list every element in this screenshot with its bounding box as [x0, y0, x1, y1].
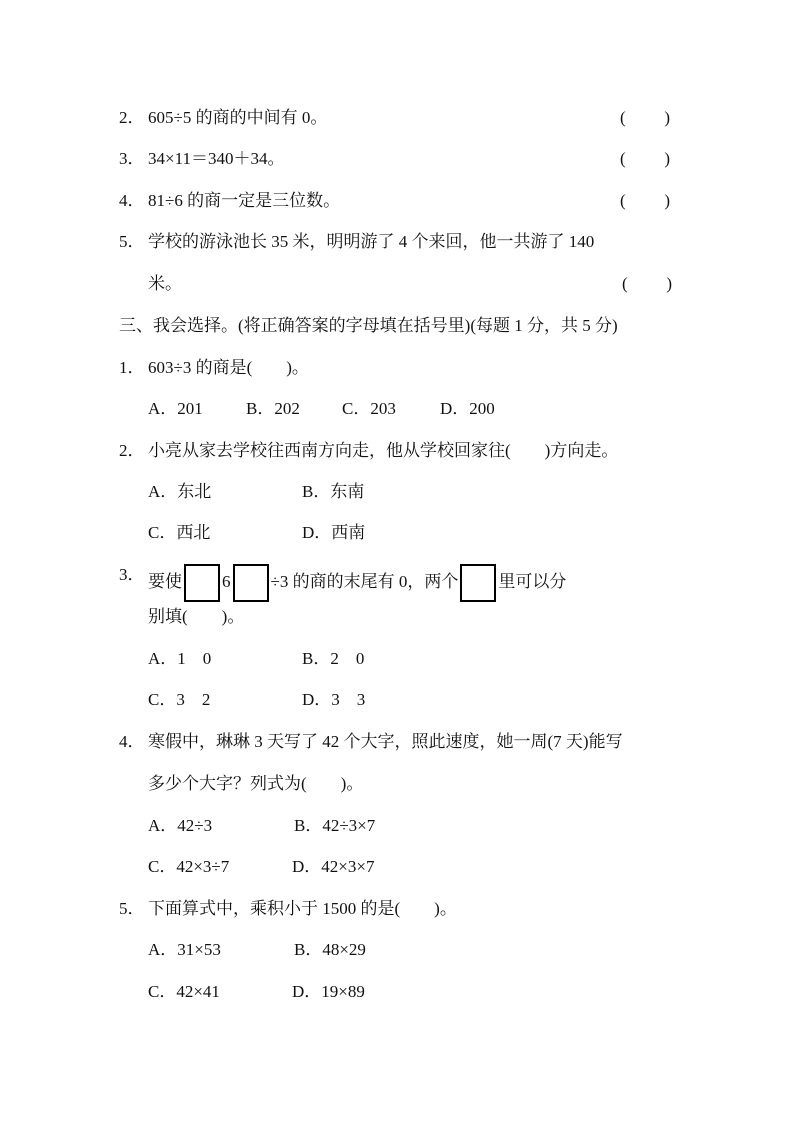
option-b[interactable]: B．48×29 — [294, 940, 366, 959]
question-text: 要使 6 ÷3 的商的末尾有 0，两个 里可以分 — [148, 564, 566, 602]
question-number: 4． — [119, 732, 145, 751]
question-text: 34×11＝340＋34。 — [148, 149, 285, 168]
question-text: 小亮从家去学校往西南方向走，他从学校回家往( )方向走。 — [148, 441, 619, 460]
option-a[interactable]: A．东北 — [148, 482, 212, 501]
question-number: 2． — [119, 441, 145, 460]
option-a[interactable]: A．1 0 — [148, 649, 212, 668]
blank-box-legend — [460, 564, 496, 602]
option-d[interactable]: D．西南 — [302, 523, 366, 542]
option-b[interactable]: B．42÷3×7 — [294, 816, 376, 835]
option-b[interactable]: B．东南 — [302, 482, 365, 501]
option-b[interactable]: B．202 — [246, 399, 300, 418]
question-text-cont: 别填( )。 — [148, 607, 245, 626]
option-c[interactable]: C．203 — [342, 399, 396, 418]
question-number: 3． — [119, 149, 145, 168]
question-number: 5． — [119, 232, 145, 251]
blank-box[interactable] — [184, 564, 220, 602]
option-d[interactable]: D．19×89 — [292, 982, 365, 1001]
option-d[interactable]: D．3 3 — [302, 690, 366, 709]
question-text: 下面算式中，乘积小于 1500 的是( )。 — [148, 899, 457, 918]
question-text: 605÷5 的商的中间有 0。 — [148, 108, 328, 127]
option-a[interactable]: A．42÷3 — [148, 816, 213, 835]
question-text: 学校的游泳池长 35 米，明明游了 4 个来回，他一共游了 140 — [148, 232, 595, 251]
option-b[interactable]: B．2 0 — [302, 649, 365, 668]
option-a[interactable]: A．201 — [148, 399, 203, 418]
question-text-cont: 多少个大字？列式为( )。 — [148, 774, 364, 793]
question-number: 5． — [119, 899, 145, 918]
question-number: 2． — [119, 108, 145, 127]
question-number: 3． — [119, 565, 145, 584]
question-text-cont: 米。 — [148, 274, 182, 293]
option-d[interactable]: D．200 — [440, 399, 495, 418]
question-text: 603÷3 的商是( )。 — [148, 358, 309, 377]
option-a[interactable]: A．31×53 — [148, 940, 221, 959]
blank-box[interactable] — [233, 564, 269, 602]
question-text: 81÷6 的商一定是三位数。 — [148, 191, 341, 210]
option-c[interactable]: C．42×41 — [148, 982, 220, 1001]
section-heading: 三、我会选择。(将正确答案的字母填在括号里)(每题 1 分，共 5 分) — [119, 316, 618, 335]
question-number: 4． — [119, 191, 145, 210]
question-text: 寒假中，琳琳 3 天写了 42 个大字，照此速度，她一周(7 天)能写 — [148, 732, 623, 751]
option-c[interactable]: C．42×3÷7 — [148, 857, 230, 876]
option-c[interactable]: C．3 2 — [148, 690, 211, 709]
option-c[interactable]: C．西北 — [148, 523, 211, 542]
question-number: 1． — [119, 358, 145, 377]
option-d[interactable]: D．42×3×7 — [292, 857, 375, 876]
